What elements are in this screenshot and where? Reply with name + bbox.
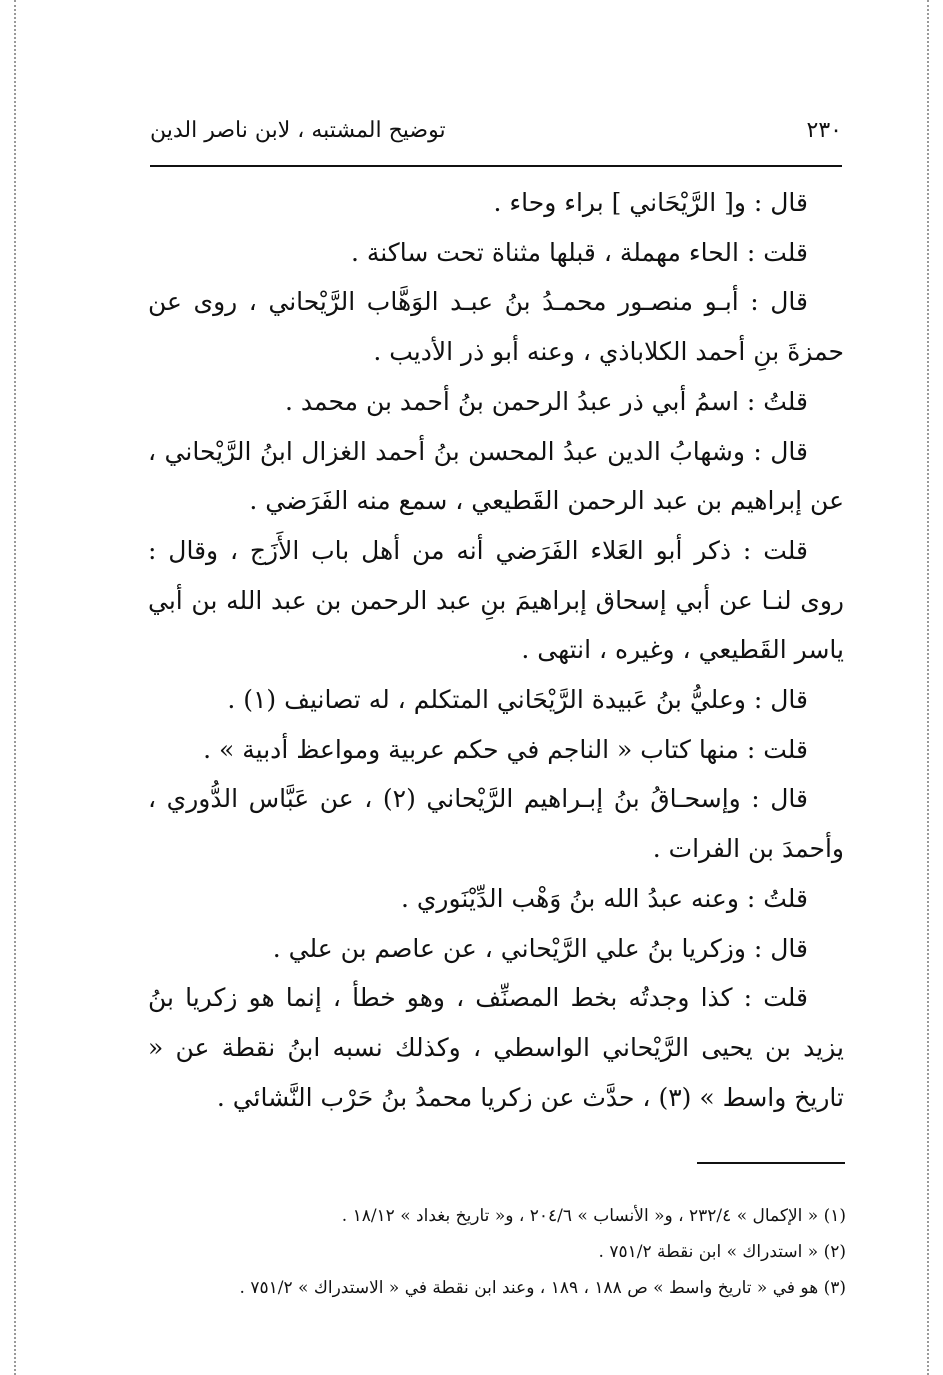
page-number: ٢٣٠ [806,118,842,143]
paragraph: قلت : ذكر أبو العَلاء الفَرَضي أنه من أهل باب الأَزَج ، وقال : روى لنـا عن أبي إسحاق إبراهيمَ بنِ عبد الرحمن بن عبد الله بن أبي ياسر القَطيعي ، وغيره ، انتهى . [148,535,844,665]
header-rule [150,165,842,167]
paragraph: قلت : كذا وجدتُه بخط المصنِّف ، وهو خطأ ، إنما هو زكريا بنُ يزيد بن يحيى الرَّيْحاني الواسطي ، وكذلك نسبه ابنُ نقطة عن « تاريخ واسط » (٣) ، حدَّث عن زكريا محمدُ بنُ حَرْب النَّشائي . [148,983,844,1112]
footnote: (٢) « استدراك » ابن نقطة ٧٥١/٢ . [598,1242,846,1262]
footnote-rule [697,1162,845,1164]
paragraph: قلتُ : اسمُ أبي ذر عبدُ الرحمن بنُ أحمد بن محمد . [285,386,808,416]
running-title: توضيح المشتبه ، لابن ناصر الدين [150,118,446,143]
footnote: (٣) هو في « تاريخ واسط » ص ١٨٨ ، ١٨٩ ، وعند ابن نقطة في « الاستدراك » ٧٥١/٢ . [239,1278,846,1298]
paragraph: قال : أبـو منصـور محمـدُ بنُ عبـد الوَهَّاب الرَّيْحاني ، روى عن حمزةَ بنِ أحمد الكلاباذي ، وعنه أبو ذر الأديب . [148,287,844,367]
paragraph: قال : وعليُّ بنُ عَبيدة الرَّيْحَاني المتكلم ، له تصانيف (١) . [227,685,808,715]
paragraph: قال : و[ الرَّيْحَاني ] براء وحاء . [493,188,808,217]
main-text [148,178,844,1122]
footnote: (١) « الإكمال » ٢٣٢/٤ ، و« الأنساب » ٢٠٤/٦ ، و« تاريخ بغداد » ١٨/١٢ . [341,1206,846,1226]
paragraph: قال : وزكريا بنُ علي الرَّيْحاني ، عن عاصم بن علي . [272,933,808,963]
paragraph: قال : وشهابُ الدين عبدُ المحسن بنُ أحمد الغزال ابنُ الرَّيْحاني ، عن إبراهيم بن عبد الرحمن القَطيعي ، سمع منه الفَرَضي . [148,436,844,516]
scan-dotted-edge-left [14,0,16,1375]
paragraph: قال : وإسحـاقُ بنُ إبـراهيم الرَّيْحاني (٢) ، عن عَبَّاس الدُّوري ، وأحمدَ بن الفرات . [148,784,844,864]
page-header [150,112,842,152]
paragraph: قلت : الحاء مهملة ، قبلها مثناة تحت ساكنة . [350,237,808,267]
paragraph: قلتُ : وعنه عبدُ الله بنُ وَهْب الدِّيْنَوري . [400,883,808,913]
footnotes [150,1198,846,1306]
paragraph: قلت : منها كتاب « الناجم في حكم عربية ومواعظ أدبية » . [203,734,808,764]
scan-dotted-edge-right [927,0,929,1375]
